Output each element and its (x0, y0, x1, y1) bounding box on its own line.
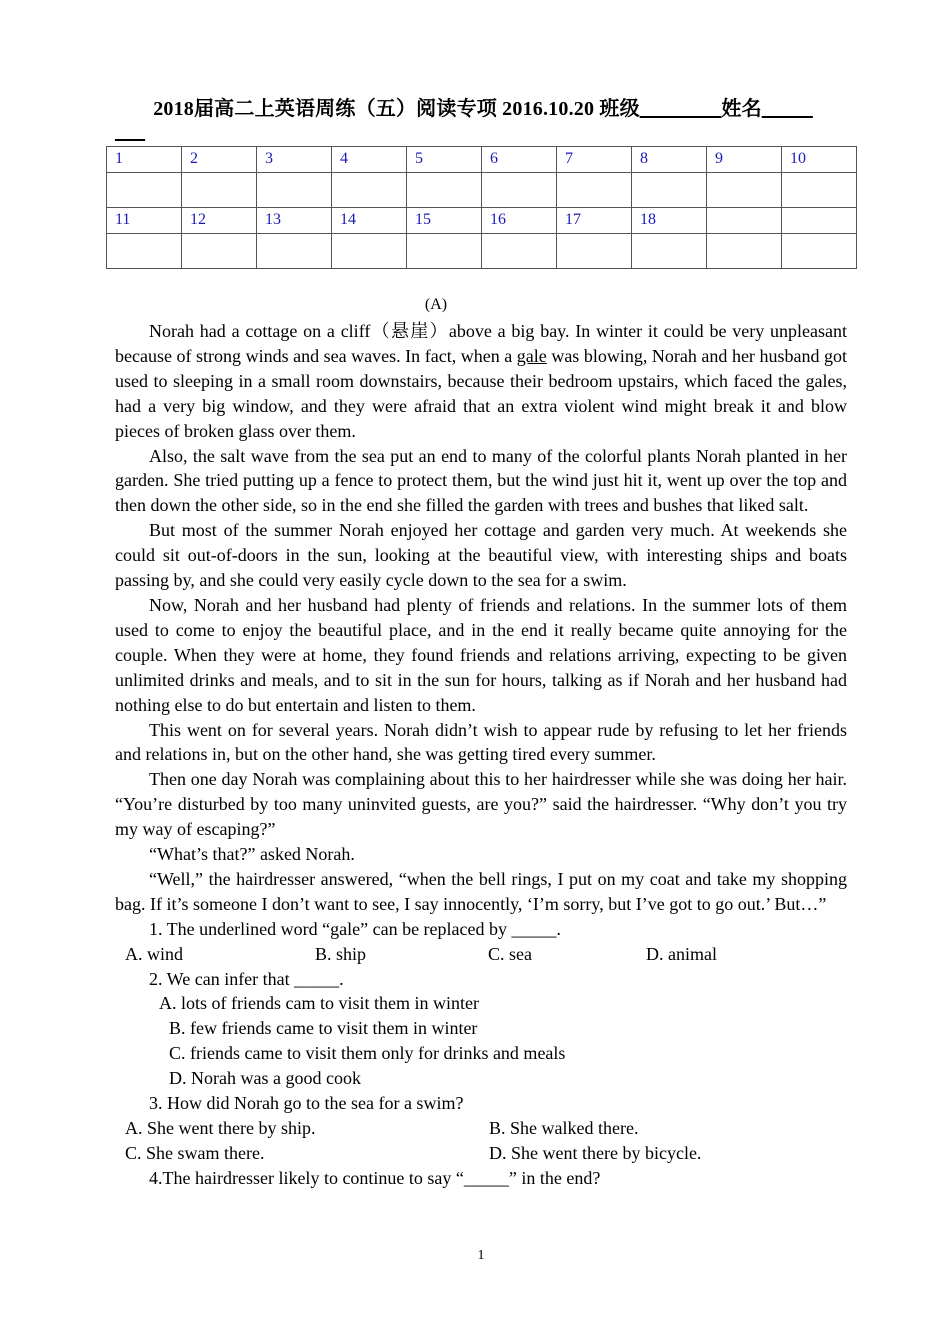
answer-cell[interactable] (107, 234, 182, 269)
passage-paragraph: Now, Norah and her husband had plenty of friends and relations. In the summer lots of them used to come to enjoy the beautiful place, and in the end it really became quite annoying for the couple. When they were at home, they found friends and relations arriving, expecting to be given unlimited drinks and meals, and to sit in the sun for hours, talking as if Norah and her husband had nothing else to do but entertain and listen to them. (115, 594, 847, 715)
question-3: 3. How did Norah go to the sea for a swim? (149, 1093, 464, 1114)
reading-passage (115, 319, 847, 1191)
answer-cell[interactable] (182, 173, 257, 208)
answer-table (106, 146, 857, 269)
page-number: 1 (477, 1248, 485, 1263)
option-c[interactable]: C. sea (488, 943, 532, 964)
passage-paragraph: “What’s that?” asked Norah. (149, 844, 355, 865)
question-number-cell: 6 (482, 147, 557, 173)
passage-paragraph: This went on for several years. Norah didn’t wish to appear rude by refusing to let her friends and relations in, but on the other hand, she was getting tired every summer. (115, 719, 847, 765)
option-d[interactable]: D. animal (646, 943, 717, 964)
answer-cell[interactable] (482, 234, 557, 269)
option-a[interactable]: A. lots of friends cam to visit them in winter (159, 993, 479, 1014)
answer-blank-row (107, 173, 857, 208)
title-text: 2018届高二上英语周练（五）阅读专项 2016.10.20 班级 (153, 98, 640, 120)
answer-cell[interactable] (182, 234, 257, 269)
question-number-cell: 1 (107, 147, 182, 173)
question-number-cell: 12 (182, 208, 257, 234)
question-number-cell: 16 (482, 208, 557, 234)
section-label: (A) (424, 296, 448, 313)
answer-cell[interactable] (707, 234, 782, 269)
option-a[interactable]: A. wind (125, 943, 183, 964)
answer-cell[interactable] (557, 173, 632, 208)
paragraph-text: was blowing, Norah and her husband got used to sleeping in a small room downstairs, because their bedroom upstairs, which faced the gales, had a very big window, and they were afraid that an extra violent wind might break it and blow pieces of broken glass over them. (115, 345, 847, 441)
answer-cell[interactable] (332, 173, 407, 208)
option-a[interactable]: A. She went there by ship. (125, 1118, 316, 1138)
answer-cell[interactable] (782, 234, 857, 269)
question-1: 1. The underlined word “gale” can be replaced by _____. (149, 918, 562, 939)
underlined-word: gale (516, 345, 547, 366)
passage-paragraph: Also, the salt wave from the sea put an end to many of the colorful plants Norah planted in her garden. She tried putting up a fence to protect them, but the wind just hit it, went up over the top and then down the other side, so in the end she filled the garden with trees and bushes that liked salt. (115, 445, 847, 516)
question-number-cell: 7 (557, 147, 632, 173)
question-1-options (115, 942, 847, 967)
question-number-cell (782, 208, 857, 234)
answer-cell[interactable] (707, 173, 782, 208)
passage-paragraph: “Well,” the hairdresser answered, “when the bell rings, I put on my coat and take my shopping bag. If it’s someone I don’t want to see, I say innocently, ‘I’m sorry, but I’ve got to go out.’ But…” (115, 868, 847, 914)
option-d[interactable]: D. She went there by bicycle. (489, 1142, 702, 1163)
question-number-cell: 13 (257, 208, 332, 234)
answer-number-row (107, 147, 857, 173)
question-3-options-row (115, 1116, 847, 1141)
option-c[interactable]: C. friends came to visit them only for drinks and meals (169, 1043, 566, 1064)
question-number-cell: 4 (332, 147, 407, 173)
name-blank: _____ (761, 98, 813, 120)
name-blank-continuation: ___ (115, 121, 145, 143)
answer-cell[interactable] (557, 234, 632, 269)
passage-paragraph (115, 319, 847, 444)
option-b[interactable]: B. few friends came to visit them in winter (169, 1018, 478, 1039)
class-blank: ________ (639, 98, 722, 120)
question-number-cell: 3 (257, 147, 332, 173)
question-number-cell: 10 (782, 147, 857, 173)
question-number-cell (707, 208, 782, 234)
page-title (115, 96, 851, 122)
question-number-cell: 11 (107, 208, 182, 234)
question-number-cell: 5 (407, 147, 482, 173)
passage-paragraph: But most of the summer Norah enjoyed her cottage and garden very much. At weekends she could sit out-of-doors in the sun, looking at the beautiful view, with interesting ships and boats passing by, and she could very easily cycle down to the sea for a swim. (115, 520, 847, 591)
question-number-cell: 15 (407, 208, 482, 234)
option-b[interactable]: B. She walked there. (489, 1118, 639, 1138)
paragraph-text: Norah had a cottage on a cliff（悬崖）above a big bay. In winter it could be very unpleasant because of strong winds and sea waves. In fact, when a (115, 321, 847, 366)
option-d[interactable]: D. Norah was a good cook (169, 1068, 361, 1089)
question-number-cell: 18 (632, 208, 707, 234)
option-c[interactable]: C. She swam there. (125, 1142, 265, 1163)
question-2: 2. We can infer that _____. (149, 968, 344, 989)
answer-cell[interactable] (482, 173, 557, 208)
answer-cell[interactable] (257, 234, 332, 269)
answer-cell[interactable] (107, 173, 182, 208)
question-3-options-row (115, 1141, 847, 1166)
question-number-cell: 2 (182, 147, 257, 173)
answer-cell[interactable] (332, 234, 407, 269)
answer-blank-row (107, 234, 857, 269)
option-b[interactable]: B. ship (315, 943, 367, 964)
question-number-cell: 9 (707, 147, 782, 173)
question-4: 4.The hairdresser likely to continue to say “_____” in the end? (149, 1167, 601, 1188)
answer-cell[interactable] (407, 234, 482, 269)
answer-cell[interactable] (632, 234, 707, 269)
question-number-cell: 17 (557, 208, 632, 234)
name-label: 姓名 (721, 98, 762, 120)
answer-cell[interactable] (257, 173, 332, 208)
question-number-cell: 8 (632, 147, 707, 173)
answer-number-row (107, 208, 857, 234)
question-number-cell: 14 (332, 208, 407, 234)
answer-cell[interactable] (407, 173, 482, 208)
answer-cell[interactable] (782, 173, 857, 208)
passage-paragraph: Then one day Norah was complaining about this to her hairdresser while she was doing her hair. “You’re disturbed by too many uninvited guests, are you?” said the hairdresser. “Why don’t you try my way of escaping?” (115, 769, 847, 840)
answer-cell[interactable] (632, 173, 707, 208)
